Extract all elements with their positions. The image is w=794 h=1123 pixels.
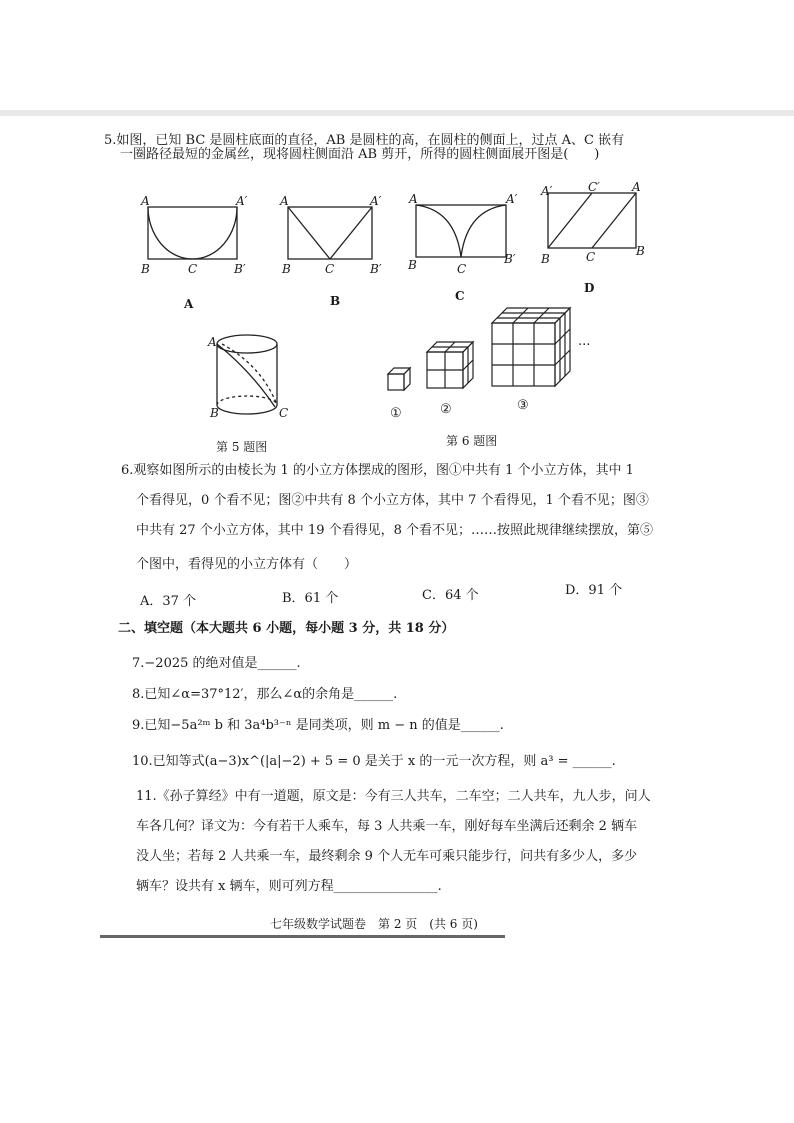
q5-figure-caption: 第 5 题图 — [216, 440, 268, 454]
fig-d-point-a: A — [632, 180, 641, 194]
option-c-label: C — [455, 289, 465, 303]
fig-d-point-b-2: B — [636, 244, 645, 258]
fig-a-point-b-prime: B′ — [234, 262, 246, 276]
q11-line1: 11.《孙子算经》中有一道题，原文是：今有三人共车，二车空；二人共车，九人步，问人 — [136, 789, 651, 804]
cube-figure-2 — [427, 342, 473, 388]
fig-b-point-c: C — [325, 262, 335, 276]
cube-figure-3 — [492, 308, 570, 386]
q11-line3: 没人坐；若每 2 人共乘一车，最终剩余 9 个人无车可乘只能步行，问共有多少人，多少 — [136, 849, 638, 864]
cube-label-3: ③ — [517, 398, 529, 413]
section-2-heading: 二、填空题（本大题共 6 小题，每小题 3 分，共 18 分） — [118, 621, 455, 636]
q9: 9.已知−5a²ᵐ b 和 3a⁴b³⁻ⁿ 是同类项，则 m − n 的值是______. — [132, 718, 504, 733]
fig-c-point-a: A — [409, 192, 418, 206]
q6-choice-a: A．37 个 — [140, 594, 197, 609]
fig-d-point-c: C — [586, 250, 596, 264]
option-c-figure — [416, 205, 506, 257]
footer-rule — [100, 935, 505, 938]
cylinder-point-a: A — [208, 335, 217, 349]
q11-line2: 车各几何？译文为：今有若干人乘车，每 3 人共乘一车，刚好每车坐满后还剩余 2 辆车 — [136, 819, 638, 834]
q6-choice-c: C．64 个 — [422, 588, 479, 603]
fig-b-point-a: A — [280, 194, 289, 208]
q7: 7.−2025 的绝对值是______. — [132, 656, 301, 671]
fig-b-point-b-prime: B′ — [370, 262, 382, 276]
q10: 10.已知等式(a−3)x^(|a|−2) + 5 = 0 是关于 x 的一元一次方程，则 a³ = ______. — [132, 754, 616, 769]
q5-line2: 一圈路径最短的金属丝，现将圆柱侧面沿 AB 剪开，所得的圆柱侧面展开图是( ) — [120, 147, 600, 162]
option-b-figure — [288, 207, 372, 259]
option-d-figure — [548, 193, 636, 248]
q8: 8.已知∠α=37°12′，那么∠α的余角是______. — [132, 687, 398, 702]
option-d-label: D — [584, 281, 595, 295]
q5-line1: 5.如图，已知 BC 是圆柱底面的直径，AB 是圆柱的高，在圆柱的侧面上，过点 A、C 嵌有 — [104, 133, 625, 148]
fig-c-point-b: B — [408, 258, 417, 272]
cylinder-point-c: C — [279, 406, 289, 420]
option-b-label: B — [330, 294, 341, 308]
fig-d-point-c-prime: C′ — [588, 180, 600, 194]
fig-c-point-c: C — [457, 262, 467, 276]
q6-line2: 个看得见，0 个看不见；图②中共有 8 个小立方体，其中 7 个看得见，1 个看不见；图③ — [136, 493, 649, 508]
fig-d-point-a-prime: A′ — [541, 184, 553, 198]
fig-a-point-b: B — [141, 262, 150, 276]
q6-line1: 6.观察如图所示的由棱长为 1 的小立方体摆成的图形，图①中共有 1 个小立方体，其中 1 — [121, 463, 634, 478]
q6-choice-b: B．61 个 — [282, 591, 339, 606]
fig-c-point-b-prime: B′ — [504, 252, 516, 266]
q6-line3: 中共有 27 个小立方体，其中 19 个看得见，8 个看不见；……按照此规律继续摆放，第⑤ — [136, 523, 654, 538]
q6-line4: 个图中，看得见的小立方体有（ ） — [136, 557, 358, 572]
option-a-label: A — [184, 297, 194, 311]
q6-choice-d: D．91 个 — [565, 583, 623, 598]
fig-a-point-a-prime: A′ — [236, 194, 248, 208]
fig-a-point-a: A — [141, 194, 150, 208]
cube-label-2: ② — [440, 402, 452, 417]
cube-label-1: ① — [390, 406, 402, 421]
q11-line4: 辆车？设共有 x 辆车，则可列方程________________. — [136, 879, 442, 894]
cube-figure-1 — [388, 368, 410, 390]
cube-ellipsis: ... — [578, 334, 591, 349]
cylinder-point-b: B — [210, 406, 219, 420]
fig-c-point-a-prime: A′ — [506, 192, 518, 206]
option-a-figure — [148, 207, 237, 259]
q6-figure-caption: 第 6 题图 — [446, 434, 498, 448]
fig-b-point-b: B — [282, 262, 291, 276]
cylinder-figure — [217, 335, 277, 414]
page-footer: 七年级数学试题卷 第 2 页 (共 6 页) — [270, 917, 478, 931]
fig-a-point-c: C — [188, 262, 198, 276]
fig-b-point-a-prime: A′ — [370, 194, 382, 208]
fig-d-point-b: B — [541, 252, 550, 266]
